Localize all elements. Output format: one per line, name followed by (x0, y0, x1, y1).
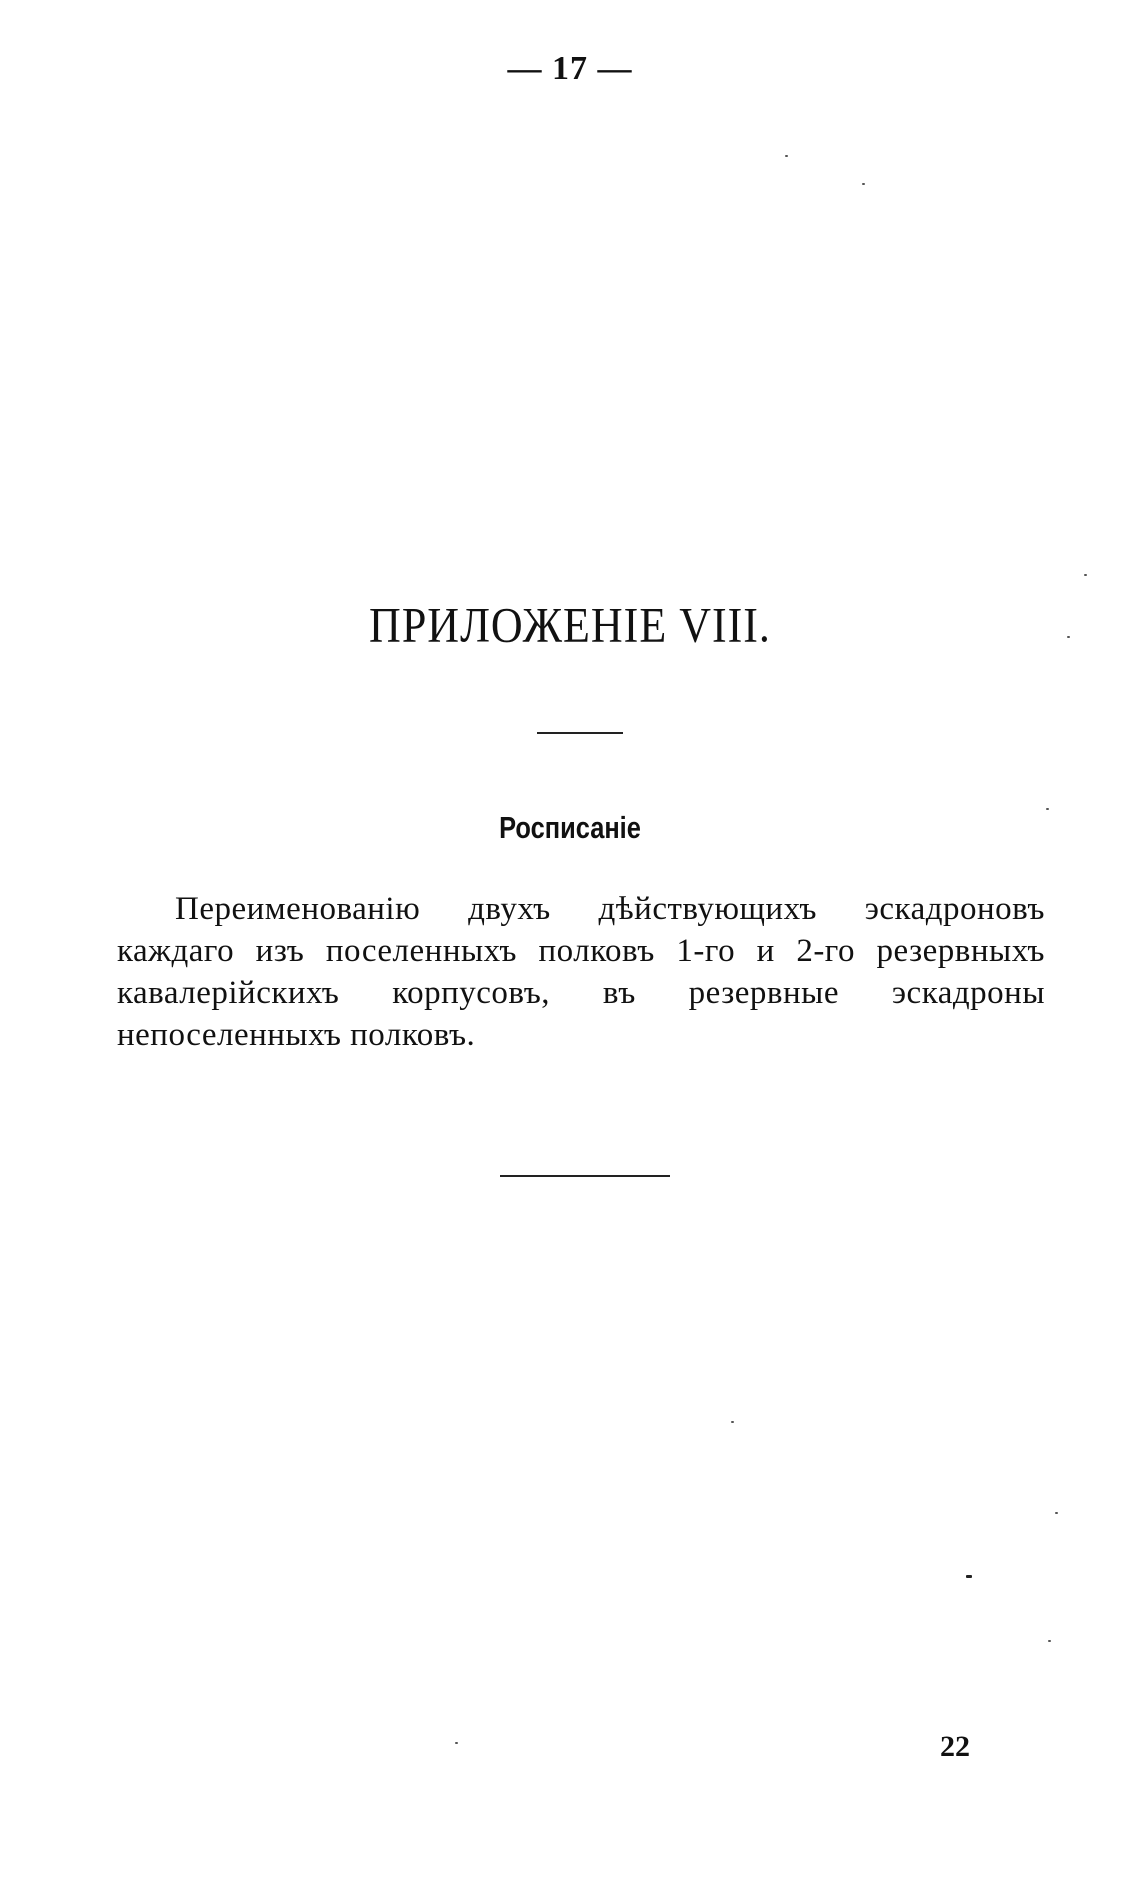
scan-speck (455, 1742, 458, 1744)
scan-speck (1055, 1512, 1058, 1514)
signature-mark: 22 (940, 1730, 970, 1763)
scan-speck (1067, 636, 1070, 638)
appendix-title: ПРИЛОЖЕНІЕ VIII. (369, 598, 771, 653)
scan-speck (1048, 1640, 1051, 1642)
divider-rule-long (500, 1175, 670, 1177)
scan-speck (731, 1421, 734, 1423)
scan-speck (785, 155, 788, 157)
scan-speck (1046, 808, 1049, 810)
body-paragraph: Переименованію двухъ дѣйствующихъ эскадроновъ каждаго изъ поселенныхъ полковъ 1-го и 2-го резервныхъ кавалерійскихъ корпусовъ, въ резервные эскадроны непоселенныхъ полковъ. (117, 891, 1045, 1053)
divider-rule-short (537, 732, 623, 734)
section-heading: Росписаніе (499, 810, 641, 845)
scan-speck (966, 1575, 972, 1578)
scan-speck (1084, 574, 1087, 576)
page-number: — 17 — (507, 50, 633, 87)
scan-speck (862, 183, 865, 185)
